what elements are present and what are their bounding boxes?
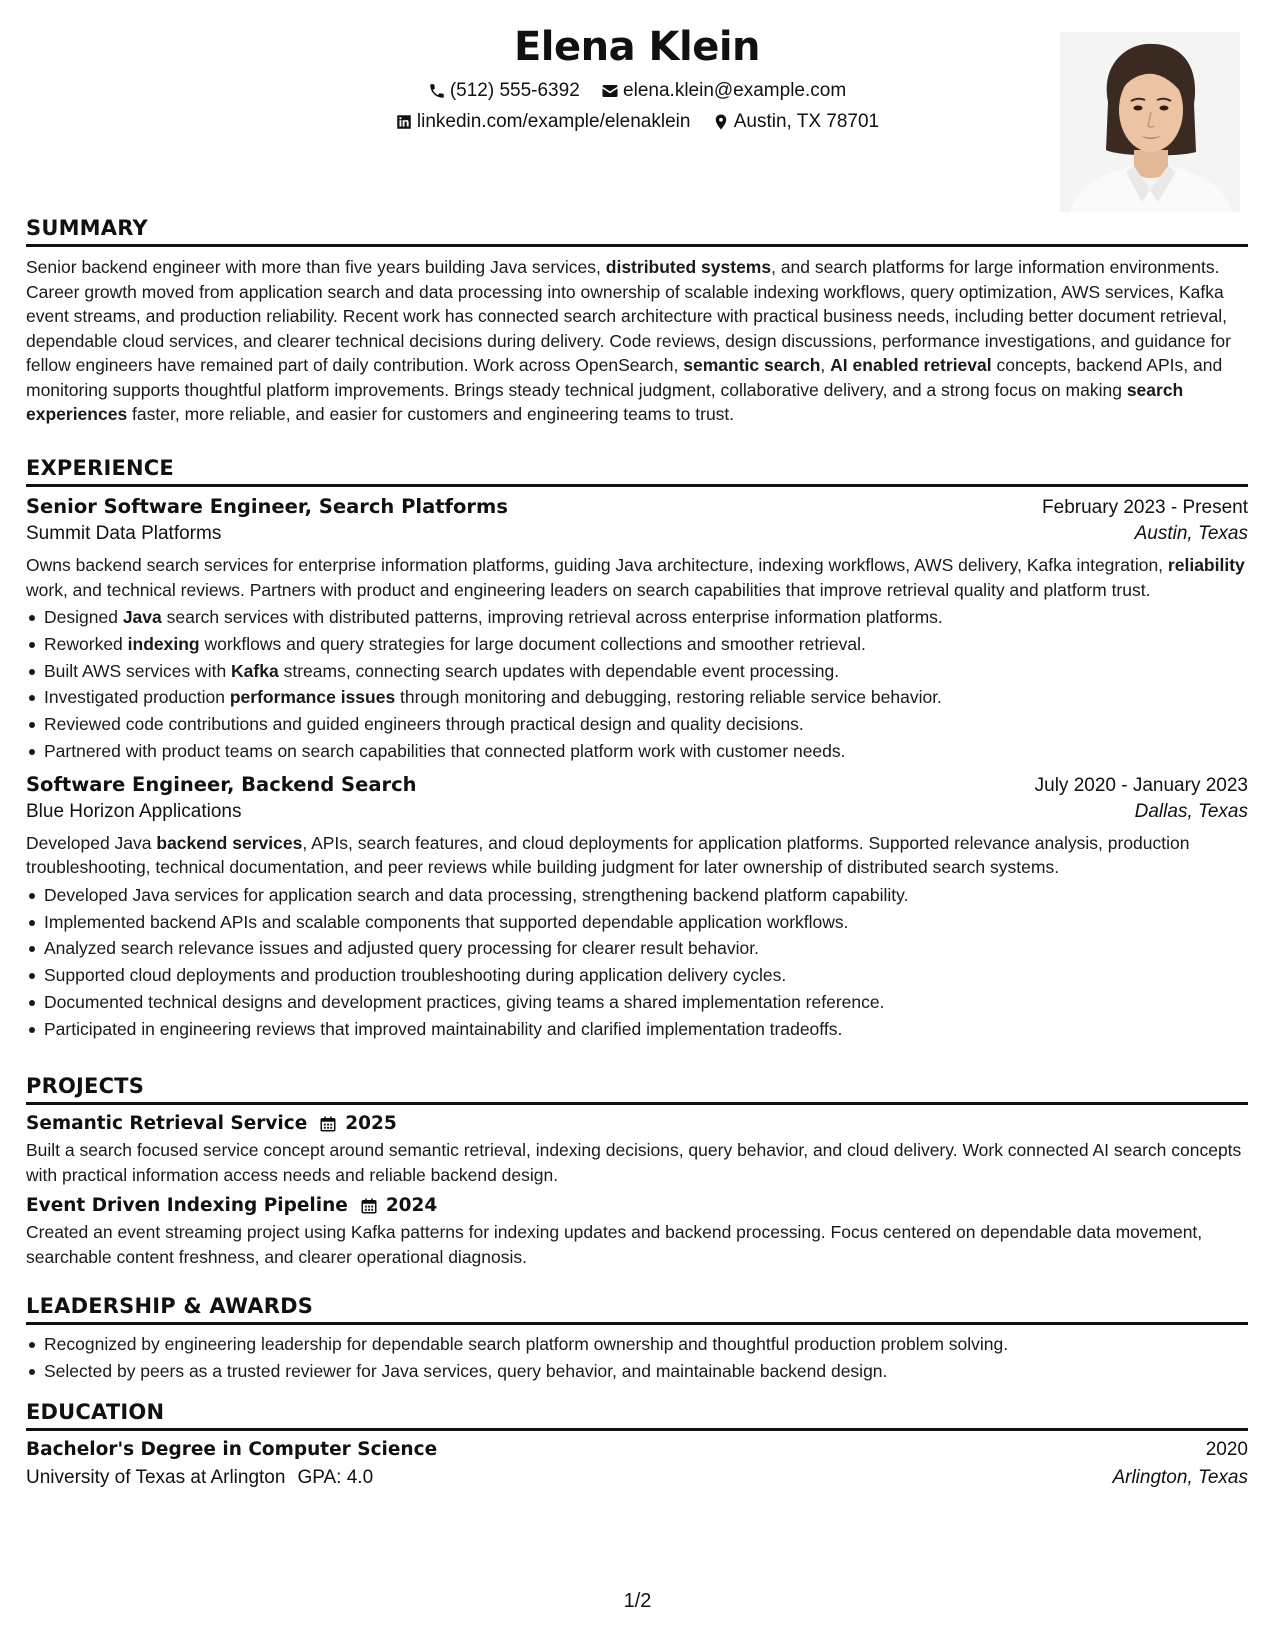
text-segment: faster, more reliable, and easier for customers and engineering teams to trust.: [127, 404, 735, 424]
school-location: Arlington, Texas: [1112, 1467, 1248, 1488]
linkedin-text[interactable]: linkedin.com/example/elenaklein: [416, 111, 691, 132]
project-entry: [26, 1195, 1248, 1269]
page-number: 1/2: [623, 1590, 652, 1612]
job-subheader: [26, 523, 1248, 545]
phone-text: (512) 555-6392: [449, 80, 580, 101]
section-title-experience: EXPERIENCE: [26, 456, 1248, 487]
resume-header: [26, 24, 1248, 214]
text-segment: Designed: [44, 607, 123, 627]
emphasis-text: distributed systems: [605, 257, 772, 277]
emphasis-text: AI enabled retrieval: [830, 355, 992, 375]
list-item: [26, 1016, 1248, 1043]
text-segment: Investigated production: [44, 687, 230, 708]
text-segment: Reworked: [44, 633, 128, 654]
project-entry: [26, 1113, 1248, 1187]
school-name: University of Texas at Arlington: [26, 1467, 286, 1488]
text-segment: Developed Java services for application search and data processing, strengthening backend platform capability.: [44, 884, 909, 905]
section-title-leadership: LEADERSHIP & AWARDS: [26, 1294, 1248, 1325]
resume-page: [26, 0, 1248, 1650]
list-item: [26, 989, 1248, 1016]
education-subheader: [26, 1467, 1248, 1489]
job-entry: [26, 495, 1248, 765]
text-segment: Senior backend engineer with more than five years building Java services,: [26, 257, 606, 277]
job-location: Austin, Texas: [1134, 523, 1248, 544]
section-title-education: EDUCATION: [26, 1400, 1248, 1431]
project-description: Created an event streaming project using Kafka patterns for indexing updates and backend processing. Focus centered on dependable data movement, searchable content freshness, and clearer operational diagnosis.: [26, 1222, 1203, 1267]
job-dates: February 2023 - Present: [1042, 497, 1248, 518]
degree-name: Bachelor's Degree in Computer Science: [26, 1439, 438, 1460]
profile-photo: [1060, 32, 1240, 212]
emphasis-text: Kafka: [231, 660, 279, 681]
job-description: [26, 831, 1248, 880]
job-description: [26, 553, 1248, 602]
emphasis-text: indexing: [127, 633, 200, 654]
graduation-year: 2020: [1205, 1439, 1248, 1460]
calendar-icon: [360, 1197, 378, 1215]
list-item: [26, 909, 1248, 936]
education-header: [26, 1439, 1248, 1461]
emphasis-text: performance issues: [229, 687, 396, 708]
gpa: GPA: 4.0: [297, 1467, 374, 1488]
text-segment: through monitoring and debugging, restoring reliable service behavior.: [395, 687, 942, 708]
job-location: Dallas, Texas: [1134, 800, 1248, 822]
list-item: [26, 684, 1248, 711]
job-company: Summit Data Platforms: [26, 523, 222, 544]
project-year: 2024: [385, 1195, 438, 1216]
project-name: Event Driven Indexing Pipeline: [26, 1195, 348, 1216]
text-segment: concepts, backend APIs, and monitoring supports thoughtful platform improvements. Brings steady technical judgment, collaborative delivery, and a strong focus on making: [26, 355, 1223, 400]
text-segment: streams, connecting search updates with dependable event processing.: [278, 660, 840, 681]
list-item: Recognized by engineering leadership for dependable search platform ownership and thoughtful production problem solving.: [26, 1331, 1248, 1358]
portrait-image: [1060, 32, 1240, 212]
contact-email[interactable]: [601, 80, 846, 102]
emphasis-text: backend services: [156, 832, 303, 853]
calendar-icon: [319, 1115, 337, 1133]
list-item: Selected by peers as a trusted reviewer for Java services, query behavior, and maintainable backend design.: [26, 1358, 1248, 1385]
contact-phone: [428, 80, 580, 102]
phone-icon: [428, 82, 446, 100]
project-header: [26, 1113, 1248, 1134]
linkedin-icon: [395, 113, 413, 131]
experience-section: [26, 456, 1248, 1043]
summary-section: [26, 216, 1248, 427]
list-item: [26, 658, 1248, 685]
envelope-icon: [601, 82, 619, 100]
projects-section: [26, 1074, 1248, 1269]
project-header: [26, 1195, 1248, 1216]
text-segment: Partnered with product teams on search capabilities that connected platform work with customer needs.: [44, 740, 846, 761]
list-item: [26, 962, 1248, 989]
section-title-projects: PROJECTS: [26, 1074, 1248, 1105]
education-section: [26, 1400, 1248, 1489]
text-segment: workflows and query strategies for large document collections and smoother retrieval.: [199, 633, 866, 654]
job-header: [26, 773, 1248, 797]
text-segment: Owns backend search services for enterprise information platforms, guiding Java architecture, indexing workflows, AWS delivery, Kafka integration,: [26, 555, 1168, 575]
map-pin-icon: [712, 113, 730, 131]
text-segment: , and search platforms for large information environments. Career growth moved from application search and data processing into ownership of scalable indexing workflows, query optimization, AWS services, Kafka event streams, and production reliability. Recent work has connected search architecture with practical business needs, including better document retrieval, dependable cloud services, and clearer technical decisions during delivery. Code reviews, design discussions, performance investigations, and guidance for fellow engineers have remained part of daily contribution. Work across OpenSearch,: [26, 257, 1231, 375]
school-line: [26, 1467, 373, 1489]
emphasis-text: semantic search: [683, 355, 821, 375]
project-year: 2025: [345, 1113, 397, 1134]
summary-text: [26, 255, 1248, 427]
text-segment: work, and technical reviews. Partners with product and engineering leaders on search capabilities that improve retrieval quality and platform trust.: [26, 579, 1151, 600]
emphasis-text: Java: [122, 607, 162, 627]
project-description: Built a search focused service concept around semantic retrieval, indexing decisions, query behavior, and cloud delivery. Work connected AI search concepts with practical information access needs and reliable backend design.: [26, 1140, 1242, 1185]
text-segment: Supported cloud deployments and production troubleshooting during application delivery cycles.: [44, 965, 787, 986]
list-item: [26, 631, 1248, 658]
job-company: Blue Horizon Applications: [26, 800, 242, 822]
job-header: [26, 495, 1248, 519]
location-text: Austin, TX 78701: [733, 111, 880, 132]
text-segment: Documented technical designs and development practices, giving teams a shared implementation reference.: [44, 991, 885, 1012]
leadership-bullets: [26, 1331, 1248, 1385]
text-segment: , APIs, search features, and cloud deployments for application platforms. Supported relevance analysis, production troubleshooting, technical documentation, and peer reviews while building judgment for later ownership of distributed search systems.: [26, 832, 1190, 878]
job-bullets: [26, 882, 1248, 1043]
email-text[interactable]: elena.klein@example.com: [623, 80, 847, 101]
contact-linkedin[interactable]: [395, 111, 691, 133]
text-segment: Reviewed code contributions and guided engineers through practical design and quality decisions.: [44, 714, 804, 735]
job-title: Senior Software Engineer, Search Platforms: [26, 495, 508, 518]
contact-location: [712, 111, 879, 133]
job-title: Software Engineer, Backend Search: [26, 772, 417, 796]
job-dates: July 2020 - January 2023: [1034, 774, 1248, 796]
text-segment: Analyzed search relevance issues and adjusted query processing for clearer result behavior.: [44, 938, 759, 959]
leadership-section: [26, 1294, 1248, 1385]
job-bullets: [26, 604, 1248, 765]
emphasis-text: reliability: [1167, 555, 1245, 575]
text-segment: ,: [820, 355, 831, 375]
job-entry: [26, 773, 1248, 1043]
text-segment: Built AWS services with: [44, 660, 232, 681]
candidate-name: Elena Klein: [513, 24, 761, 70]
section-title-summary: SUMMARY: [26, 216, 1248, 247]
text-segment: Developed Java: [26, 832, 157, 853]
text-segment: search services with distributed patterns, improving retrieval across enterprise information platforms.: [161, 607, 943, 627]
text-segment: Participated in engineering reviews that improved maintainability and clarified implementation tradeoffs.: [44, 1018, 843, 1039]
job-subheader: [26, 801, 1248, 823]
text-segment: Implemented backend APIs and scalable components that supported dependable application workflows.: [44, 911, 849, 932]
list-item: [26, 711, 1248, 738]
emphasis-text: search experiences: [26, 379, 1184, 424]
list-item: [26, 882, 1248, 909]
list-item: [26, 738, 1248, 765]
list-item: [26, 604, 1248, 631]
list-item: [26, 935, 1248, 962]
project-name: Semantic Retrieval Service: [26, 1113, 308, 1134]
